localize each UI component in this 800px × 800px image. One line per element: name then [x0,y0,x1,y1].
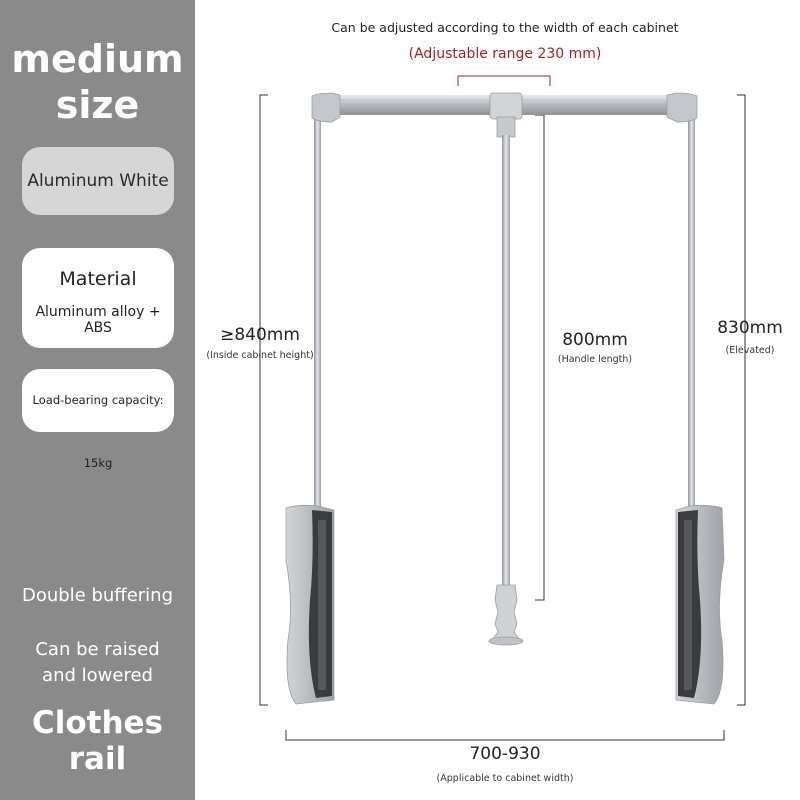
material-title: Material [59,268,137,290]
handle-rod [502,135,510,585]
cabinet-width-label: 700-930 [469,744,541,764]
left-height-dim-line [260,95,268,705]
size-title-line1: medium [11,37,184,81]
cabinet-height-note: (Inside cabinet height) [206,350,314,361]
feature-double-buffering: Double buffering [21,585,174,606]
color-card: Aluminum White [22,147,174,215]
load-capacity-card: Load-bearing capacity: 15kg [22,369,174,432]
t-connector-neck [497,117,515,137]
handle-grip [492,585,520,640]
cabinet-width-note: (Applicable to cabinet width) [436,773,574,784]
top-caption: Can be adjusted according to the width of each cabinet [331,20,679,35]
feature-raise-lower-line1: Can be raised [35,639,160,660]
left-end-cap [312,93,340,122]
size-title-line2: size [55,83,140,127]
handle-length-note: (Handle length) [557,354,633,365]
elevated-height-note: (Elevated) [725,345,775,356]
handle-length-label: 800mm [562,330,628,350]
left-buffer-housing [286,505,334,704]
right-buffer-housing [676,505,724,704]
right-end-cap [667,93,697,122]
material-value: Aluminum alloy + ABS [35,304,161,336]
right-side-rod [688,110,695,510]
adjust-range-bracket [458,76,550,86]
width-dim-line [286,730,724,740]
handle-foot [489,637,523,645]
left-side-rod [314,110,321,510]
right-height-dim-line [737,95,745,705]
adjustable-range-caption: (Adjustable range 230 mm) [408,46,602,62]
elevated-height-label: 830mm [717,318,783,338]
product-name: Clothes rail [31,705,164,777]
feature-raise-lower-line2: and lowered [42,665,153,686]
t-connector [490,93,522,119]
cabinet-height-label: ≥840mm [220,325,300,345]
